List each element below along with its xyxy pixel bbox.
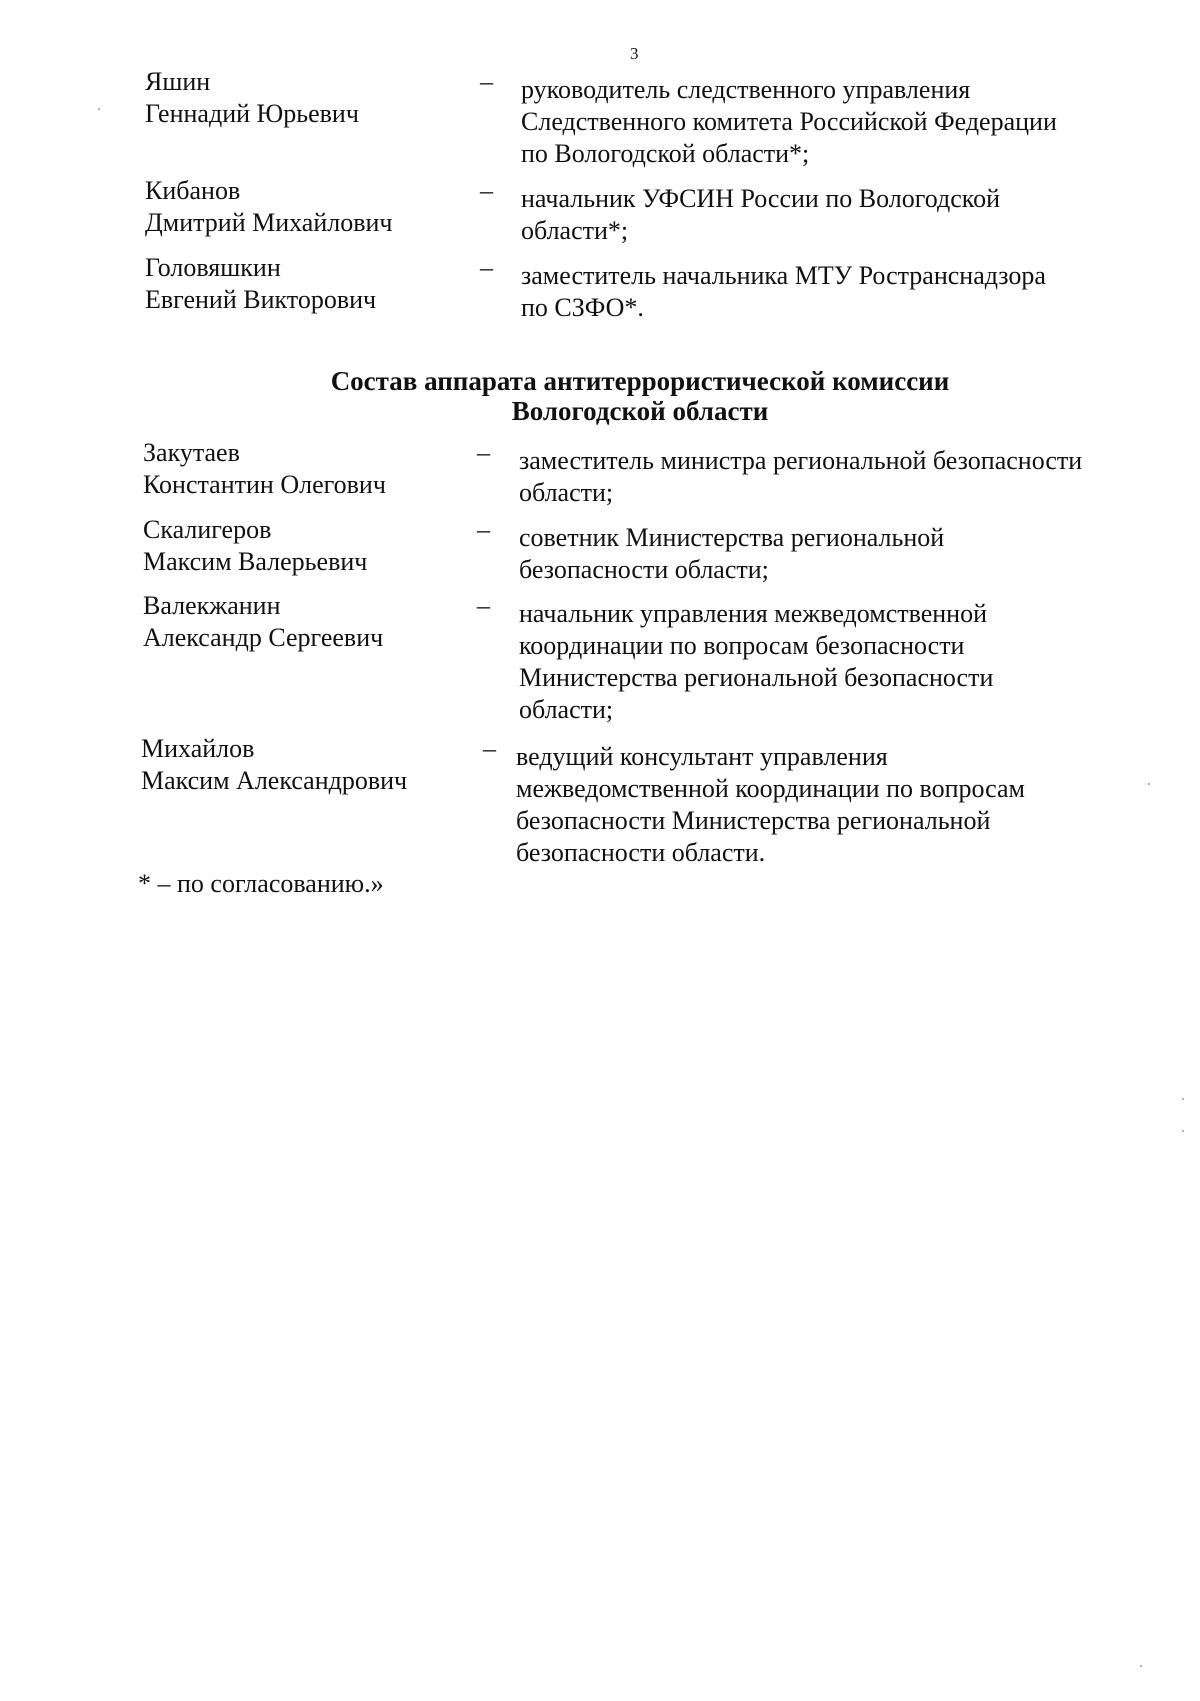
- member-surname: Головяшкин: [145, 253, 281, 282]
- role-line: начальник УФСИН России по Вологодской: [521, 184, 1000, 213]
- member-given-name: Александр Сергеевич: [143, 623, 384, 652]
- member-surname: Михайлов: [141, 734, 255, 763]
- role-line: безопасности Министерства региональной: [516, 806, 991, 835]
- role-line: области;: [519, 478, 614, 507]
- member-surname: Закутаев: [143, 438, 240, 467]
- member-surname: Валекжанин: [143, 591, 281, 620]
- role-line: безопасности области;: [519, 555, 769, 584]
- role-line: Министерства региональной безопасности: [519, 663, 994, 692]
- section-heading: [40, 366, 1200, 426]
- role-line: начальник управления межведомственной: [519, 599, 988, 628]
- member-name: [143, 590, 463, 654]
- dash-separator: –: [483, 734, 496, 763]
- member-name: [145, 66, 465, 130]
- dash-separator: –: [480, 67, 493, 96]
- role-line: советник Министерства региональной: [519, 523, 945, 552]
- role-line: области;: [519, 695, 614, 724]
- member-surname: Яшин: [145, 67, 211, 96]
- member-role: [519, 445, 1200, 509]
- member-name: [143, 514, 463, 578]
- role-line: по СЗФО*.: [521, 293, 644, 322]
- dash-separator: –: [477, 438, 490, 467]
- member-role: [521, 183, 1200, 247]
- scan-speck: [98, 108, 100, 110]
- dash-separator: –: [477, 515, 490, 544]
- dash-separator: –: [480, 176, 493, 205]
- member-given-name: Максим Александрович: [141, 766, 408, 795]
- section-heading-line: Состав аппарата антитеррористической комиссии: [330, 366, 950, 396]
- member-surname: Скалигеров: [143, 515, 272, 544]
- dash-separator: –: [477, 591, 490, 620]
- member-name: [143, 437, 463, 501]
- scan-speck: [1140, 1665, 1142, 1667]
- member-role: [516, 741, 1200, 869]
- role-line: заместитель министра региональной безопасности: [519, 446, 1083, 475]
- role-line: ведущий консультант управления: [516, 742, 888, 771]
- page-number: 3: [630, 44, 639, 63]
- member-given-name: Дмитрий Михайлович: [145, 208, 393, 237]
- role-line: по Вологодской области*;: [521, 139, 810, 168]
- role-line: заместитель начальника МТУ Ространснадзора: [521, 261, 1046, 290]
- role-line: руководитель следственного управления: [521, 75, 971, 104]
- member-given-name: Геннадий Юрьевич: [145, 99, 359, 128]
- member-name: [141, 733, 461, 797]
- member-name: [145, 252, 465, 316]
- role-line: области*;: [521, 216, 629, 245]
- member-given-name: Евгений Викторович: [145, 285, 377, 314]
- member-given-name: Константин Олегович: [143, 470, 386, 499]
- member-name: [145, 175, 465, 239]
- member-role: [521, 260, 1200, 324]
- scan-speck: [1182, 1130, 1184, 1132]
- section-heading-line: Вологодской области: [511, 396, 769, 426]
- dash-separator: –: [480, 253, 493, 282]
- role-line: безопасности области.: [516, 838, 766, 867]
- member-surname: Кибанов: [145, 176, 241, 205]
- footnote: * – по согласованию.»: [138, 869, 384, 898]
- role-line: координации по вопросам безопасности: [519, 631, 965, 660]
- member-given-name: Максим Валерьевич: [143, 547, 368, 576]
- scan-speck: [1148, 783, 1150, 785]
- member-role: [519, 598, 1200, 726]
- role-line: межведомственной координации по вопросам: [516, 774, 1026, 803]
- scan-speck: [1182, 1098, 1184, 1100]
- member-role: [519, 522, 1200, 586]
- role-line: Следственного комитета Российской Федерации: [521, 107, 1057, 136]
- member-role: [521, 74, 1200, 170]
